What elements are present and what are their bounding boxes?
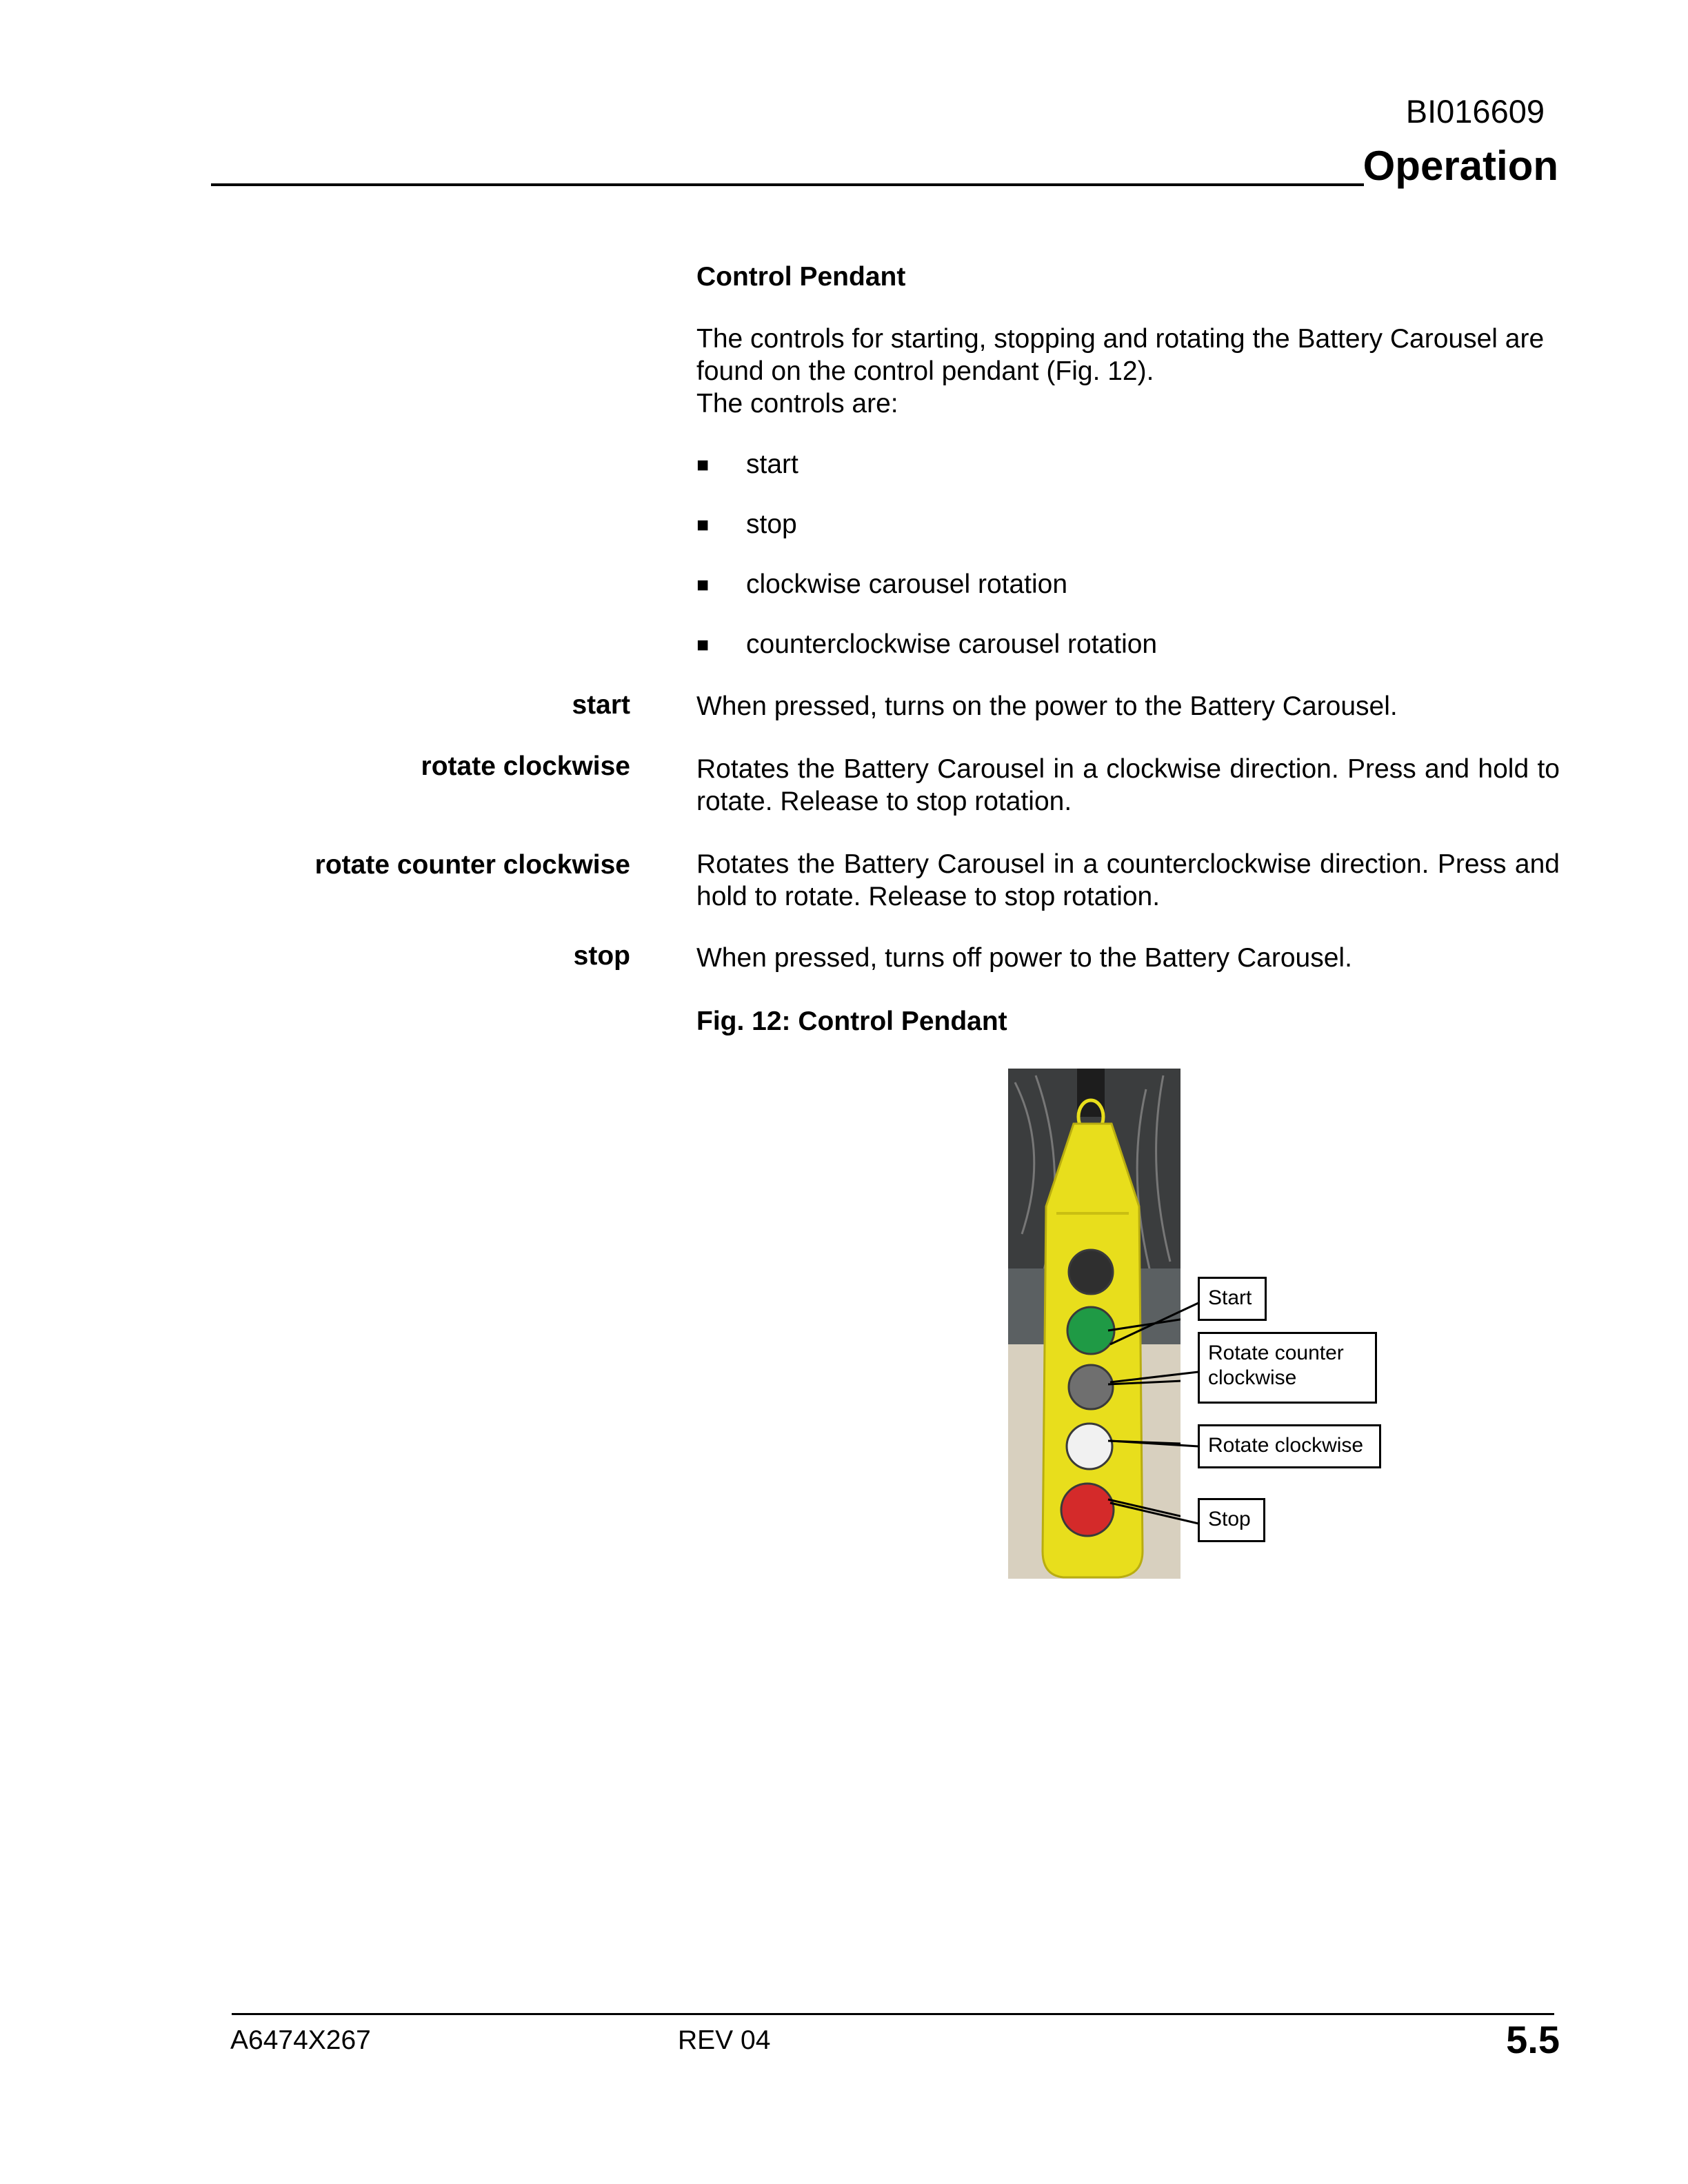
footer-revision: REV 04 [678,2025,771,2055]
definition-start: When pressed, turns on the power to the Battery Carousel. [696,691,1398,721]
intro-paragraph [696,323,1560,420]
term-stop: stop [573,941,630,971]
footer-rule [232,2013,1554,2015]
list-item-label: stop [746,509,797,539]
bullet-square-icon: ■ [696,454,710,476]
definition-rotate-counter-clockwise: Rotates the Battery Carousel in a counterclockwise direction. Press and hold to rotate. Release to stop rotation. [696,849,1560,911]
page-number: 5.5 [1506,2018,1560,2061]
bullet-square-icon: ■ [696,634,710,656]
figure-caption: Fig. 12: Control Pendant [696,1007,1007,1036]
callout-rotate-counter-clockwise: Rotate counter clockwise [1198,1332,1377,1404]
callout-stop: Stop [1198,1498,1265,1542]
footer-doc-number: A6474X267 [230,2025,371,2055]
callout-leader-lines [1096,1296,1200,1544]
callout-start: Start [1198,1277,1267,1321]
definition-rotate-clockwise: Rotates the Battery Carousel in a clockwise direction. Press and hold to rotate. Release to stop rotation. [696,754,1560,816]
term-rotate-counter-clockwise: rotate counter clockwise [314,850,630,880]
heading-control-pendant: Control Pendant [696,262,906,292]
intro-text-controls: The controls are: [696,389,898,418]
list-item [696,628,1157,661]
document-id: BI016609 [1405,93,1545,130]
list-item [696,568,1067,601]
bullet-square-icon: ■ [696,514,710,536]
header-rule [211,183,1364,186]
list-item [696,508,797,541]
term-start: start [572,690,630,720]
list-item-label: clockwise carousel rotation [746,569,1068,599]
section-title: Operation [1363,143,1558,189]
bullet-square-icon: ■ [696,574,710,596]
list-item-label: counterclockwise carousel rotation [746,629,1158,659]
list-item [696,448,798,481]
intro-text: The controls for starting, stopping and rotating the Battery Carousel are found on the control pendant (Fig. 12). [696,324,1545,386]
definition-stop: When pressed, turns off power to the Battery Carousel. [696,943,1352,973]
callout-rotate-clockwise: Rotate clockwise [1198,1424,1381,1468]
list-item-label: start [746,449,798,479]
pendant-button [1069,1250,1113,1294]
term-rotate-clockwise: rotate clockwise [421,751,630,781]
